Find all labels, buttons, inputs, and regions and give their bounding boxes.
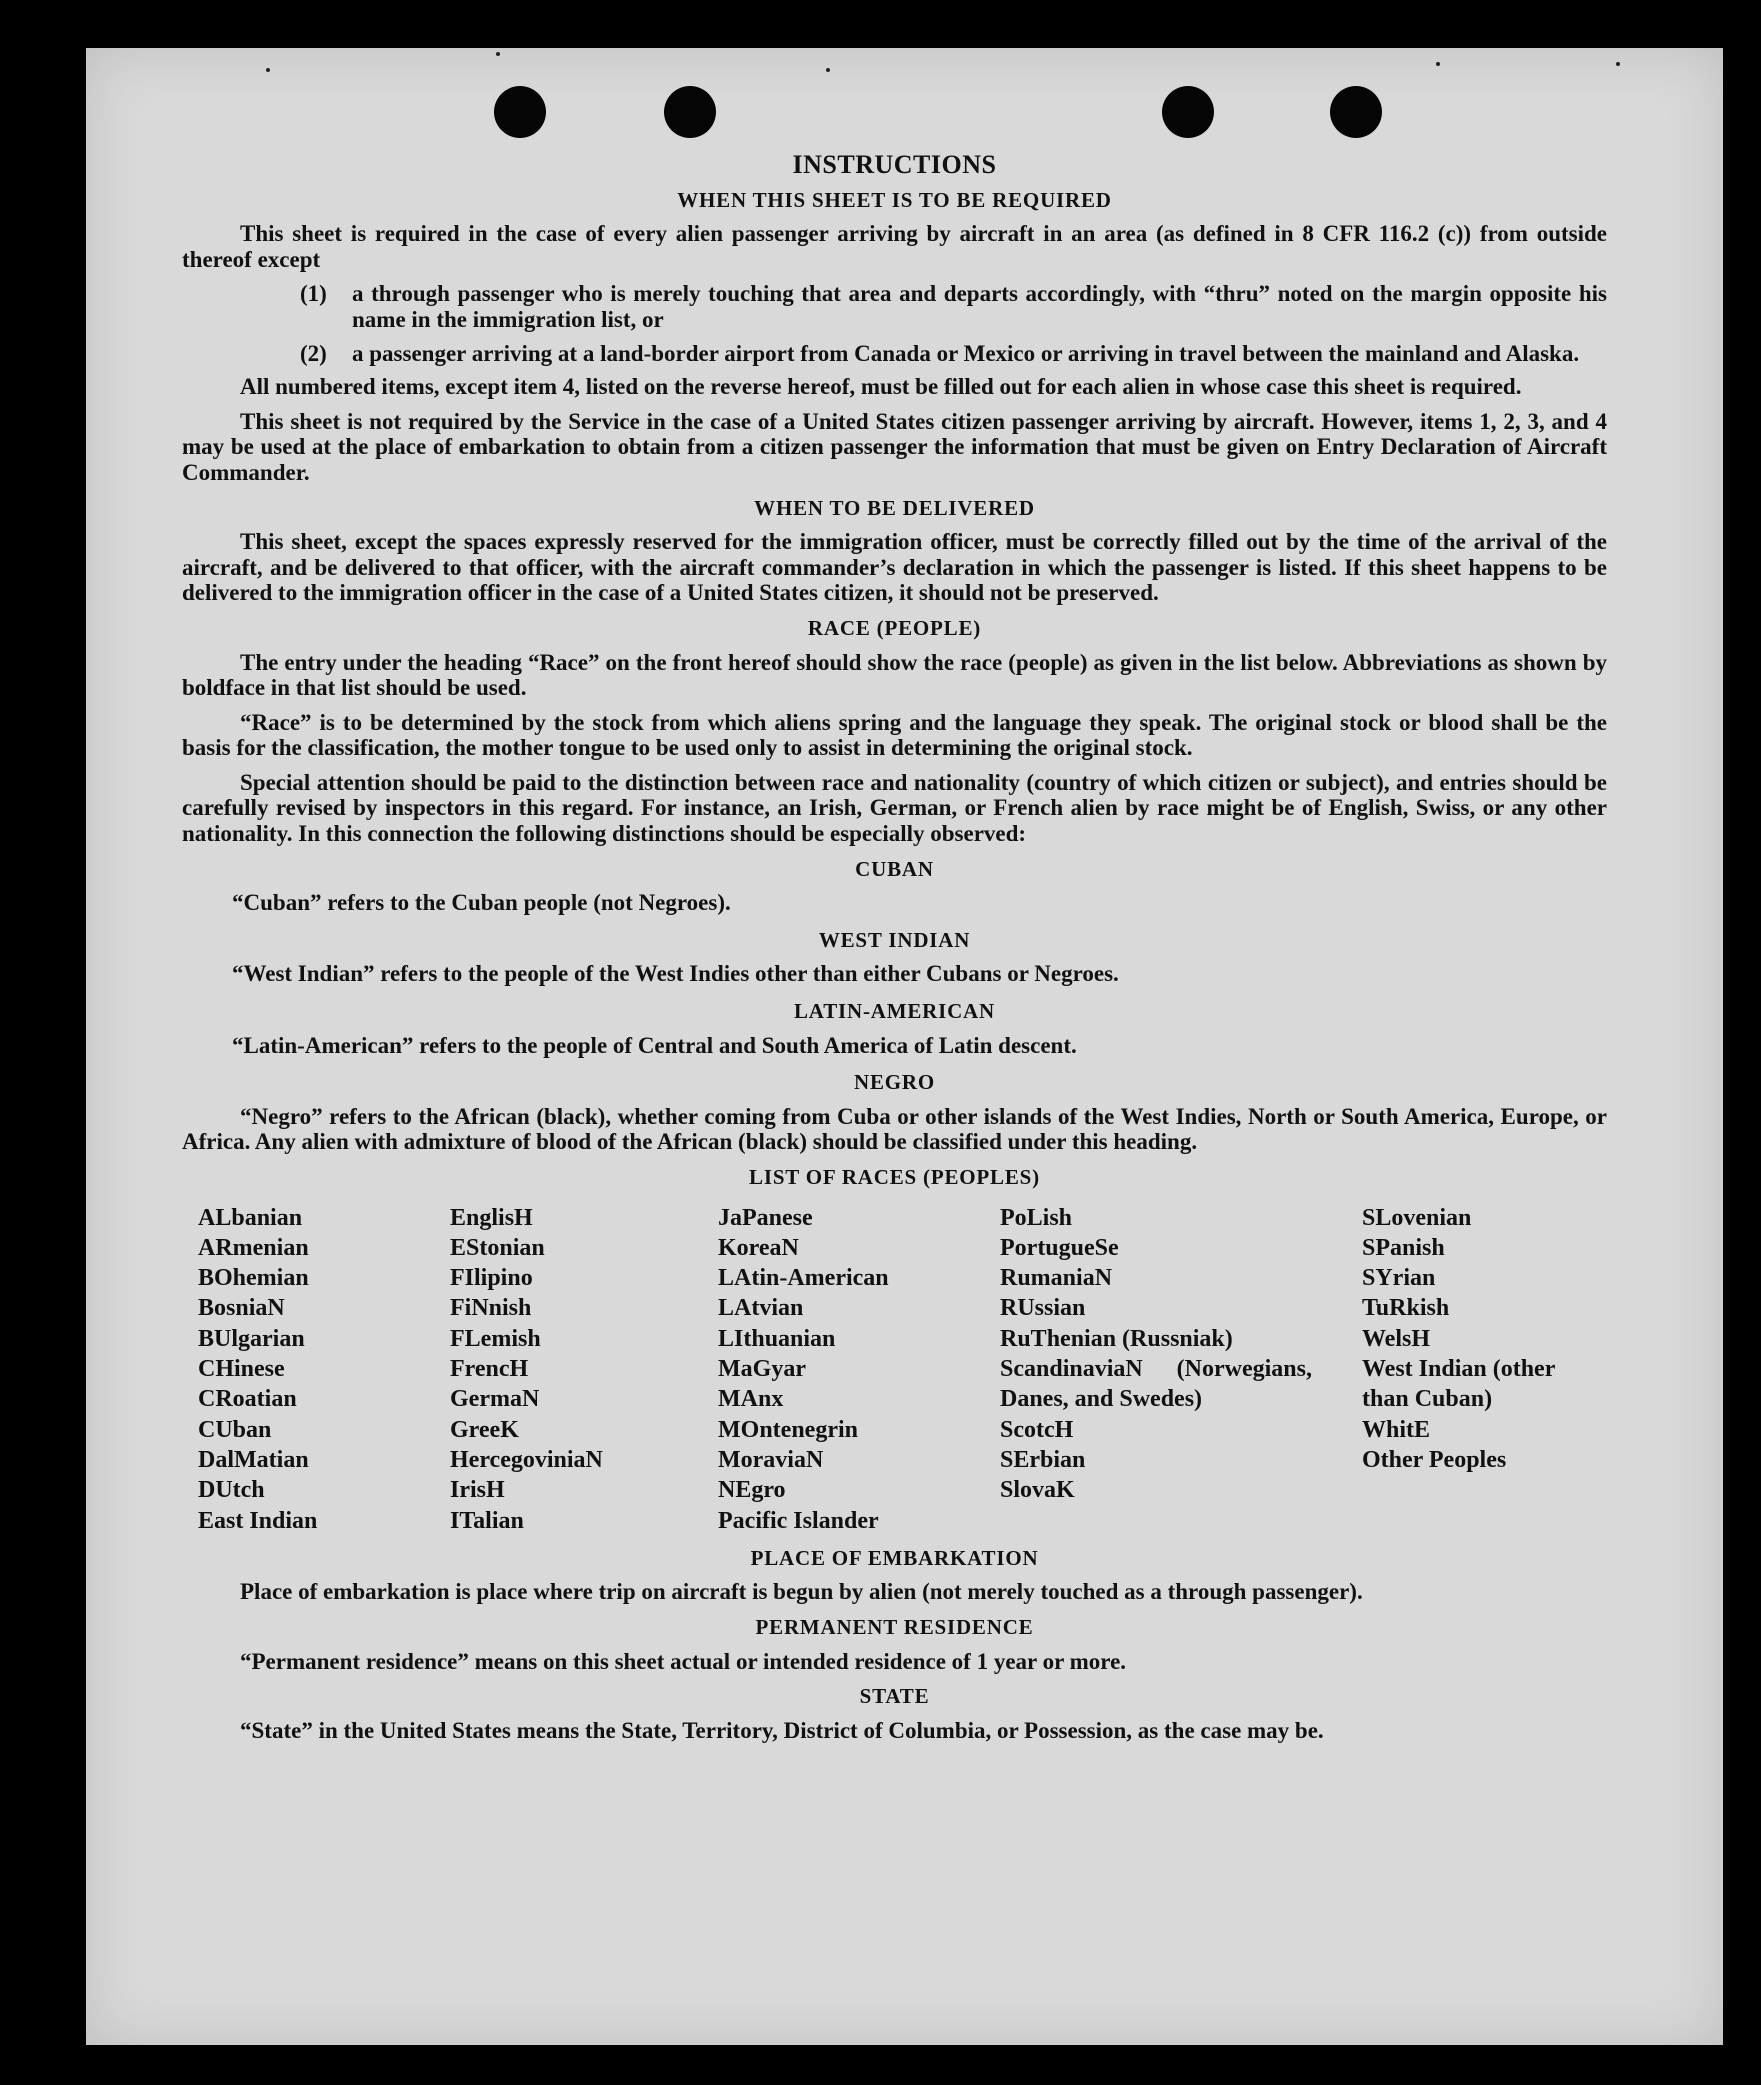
race-entry: LAtin-American xyxy=(718,1265,889,1292)
item-text: a passenger arriving at a land-border airport from Canada or Mexico or arriving in travel between the mainland and Alaska. xyxy=(352,340,1580,366)
race-entry: RumaniaN xyxy=(1000,1265,1113,1292)
race-entry: RuThenian (Russniak) xyxy=(1000,1325,1233,1352)
dust-speck xyxy=(496,52,500,56)
definition-text: “West Indian” refers to the people of the West Indies other than either Cubans or Negroes. xyxy=(232,961,1119,987)
race-entry: BosniaN xyxy=(198,1295,285,1322)
definition-text: “Latin-American” refers to the people of Central and South America of Latin descent. xyxy=(232,1032,1077,1058)
paragraph: “Race” is to be determined by the stock from which aliens spring and the language they speak. The original stock or blood shall be the basis for the classification, the mother tongue to be used only to assist in determining the original stock. xyxy=(182,709,1607,761)
race-entry: ARmenian xyxy=(198,1234,309,1261)
race-entry: GreeK xyxy=(450,1416,519,1443)
races-column xyxy=(450,1203,718,1536)
race-entry: SLovenian xyxy=(1362,1204,1472,1231)
paragraph: This sheet is not required by the Service in the case of a United States citizen passenger arriving by aircraft. However, items 1, 2, 3, and 4 may be used at the place of embarkation to obtain from a citizen passenger the information that must be given on Entry Declaration of Aircraft Commander. xyxy=(182,408,1607,485)
section-heading: WHEN TO BE DELIVERED xyxy=(754,495,1035,520)
paragraph: Special attention should be paid to the distinction between race and nationality (country of which citizen or subject), and entries should be carefully revised by inspectors in this regard. For instance, an Irish, German, or French alien by race might be of English, Swiss, or any other nationality. In this connection the following distinctions should be especially observed: xyxy=(182,769,1607,847)
race-entry: SErbian xyxy=(1000,1446,1086,1473)
race-entry: NEgro xyxy=(718,1477,786,1504)
races-list xyxy=(198,1203,1607,1536)
definition-text: “Negro” refers to the African (black), whether coming from Cuba or other islands of the West Indies, North or South America, Europe, or Africa. Any alien with admixture of blood of the African (black) should be classified under this heading. xyxy=(182,1103,1607,1155)
race-entry: CRoatian xyxy=(198,1386,297,1413)
dust-speck xyxy=(1616,62,1620,66)
definition-heading: NEGRO xyxy=(853,1070,935,1095)
section-heading: RACE (PEOPLE) xyxy=(807,615,982,640)
race-entry: BOhemian xyxy=(198,1265,309,1292)
race-entry: FrencH xyxy=(450,1356,529,1383)
race-entry: ScandinaviaN (Norwegians, Danes, and Swedes) xyxy=(1000,1356,1312,1413)
races-column xyxy=(718,1203,1000,1536)
race-entry: IrisH xyxy=(450,1477,505,1504)
race-entry: DalMatian xyxy=(198,1446,309,1473)
race-entry: EnglisH xyxy=(450,1204,533,1231)
race-entry: LAtvian xyxy=(718,1295,804,1322)
list-item xyxy=(300,341,1607,367)
race-entry: GermaN xyxy=(450,1386,540,1413)
race-entry: Other Peoples xyxy=(1362,1446,1507,1473)
race-entry: CUban xyxy=(198,1416,272,1443)
section-heading: WHEN THIS SHEET IS TO BE REQUIRED xyxy=(677,187,1112,212)
race-entry: West Indian (other than Cuban) xyxy=(1362,1356,1555,1413)
page-title: INSTRUCTIONS xyxy=(792,150,997,179)
race-entry: PoLish xyxy=(1000,1204,1073,1231)
paragraph: This sheet, except the spaces expressly reserved for the immigration officer, must be correctly filled out by the time of the arrival of the aircraft, and be delivered to that officer, with the aircraft commander’s declaration in which the passenger is listed. If this sheet happens to be delivered to the immigration officer in the case of a United States citizen, it should not be preserved. xyxy=(182,529,1607,606)
races-column xyxy=(1362,1203,1607,1536)
race-entry: SYrian xyxy=(1362,1265,1436,1292)
dust-speck xyxy=(1436,62,1440,66)
paragraph: Place of embarkation is place where trip on aircraft is begun by alien (not merely touched as a through passenger). xyxy=(240,1579,1363,1605)
race-entry: WhitE xyxy=(1362,1416,1431,1443)
race-entry: PortugueSe xyxy=(1000,1234,1119,1261)
item-number: (2) xyxy=(300,340,327,366)
paragraph: The entry under the heading “Race” on the front hereof should show the race (people) as given in the list below. Abbreviations as shown by boldface in that list should be used. xyxy=(182,649,1607,701)
race-entry: TuRkish xyxy=(1362,1295,1450,1322)
race-entry: SPanish xyxy=(1362,1234,1445,1261)
race-entry: FIlipino xyxy=(450,1265,533,1292)
item-text: a through passenger who is merely touching that area and departs accordingly, with “thru” noted on the margin opposite his name in the immigration list, or xyxy=(352,281,1607,332)
instructions-content xyxy=(182,106,1607,1752)
definition-heading: LATIN-AMERICAN xyxy=(794,999,995,1024)
race-entry: MOntenegrin xyxy=(718,1416,858,1443)
dust-speck xyxy=(266,68,270,72)
races-heading: LIST OF RACES (PEOPLES) xyxy=(749,1165,1040,1189)
race-entry: CHinese xyxy=(198,1356,285,1383)
races-column xyxy=(1000,1203,1362,1536)
paragraph: All numbered items, except item 4, listed on the reverse hereof, must be filled out for each alien in whose case this sheet is required. xyxy=(240,374,1522,400)
race-entry: ALbanian xyxy=(198,1204,303,1231)
race-entry: FiNnish xyxy=(450,1295,532,1322)
race-entry: ITalian xyxy=(450,1507,524,1534)
race-entry: DUtch xyxy=(198,1477,265,1504)
paragraph: “Permanent residence” means on this sheet actual or intended residence of 1 year or more. xyxy=(240,1648,1127,1674)
race-entry: WelsH xyxy=(1362,1325,1431,1352)
definition-heading: WEST INDIAN xyxy=(818,927,971,952)
race-entry: MaGyar xyxy=(718,1356,806,1383)
race-entry: BUlgarian xyxy=(198,1325,305,1352)
item-number: (1) xyxy=(300,281,327,307)
races-column xyxy=(198,1203,450,1536)
list-item xyxy=(300,281,1607,332)
race-entry: MAnx xyxy=(718,1386,784,1413)
dust-speck xyxy=(826,68,830,72)
race-entry: EStonian xyxy=(450,1234,545,1261)
race-entry: HercegoviniaN xyxy=(450,1446,603,1473)
section-heading: PLACE OF EMBARKATION xyxy=(750,1545,1039,1570)
race-entry: SlovaK xyxy=(1000,1477,1075,1504)
race-entry: East Indian xyxy=(198,1507,318,1534)
race-entry: Pacific Islander xyxy=(718,1507,879,1534)
race-entry: RUssian xyxy=(1000,1295,1086,1322)
section-heading: STATE xyxy=(859,1684,930,1709)
document-sheet xyxy=(86,48,1723,2045)
race-entry: JaPanese xyxy=(718,1204,813,1231)
race-entry: FLemish xyxy=(450,1325,541,1352)
race-entry: LIthuanian xyxy=(718,1325,836,1352)
paragraph: This sheet is required in the case of every alien passenger arriving by aircraft in an area (as defined in 8 CFR 116.2 (c)) from outside thereof except xyxy=(182,221,1607,272)
paragraph: “State” in the United States means the State, Territory, District of Columbia, or Possession, as the case may be. xyxy=(240,1717,1324,1743)
definition-text: “Cuban” refers to the Cuban people (not Negroes). xyxy=(232,890,731,916)
race-entry: KoreaN xyxy=(718,1234,799,1261)
definition-heading: CUBAN xyxy=(855,856,934,881)
race-entry: ScotcH xyxy=(1000,1416,1074,1443)
race-entry: MoraviaN xyxy=(718,1446,824,1473)
section-heading: PERMANENT RESIDENCE xyxy=(755,1615,1034,1640)
